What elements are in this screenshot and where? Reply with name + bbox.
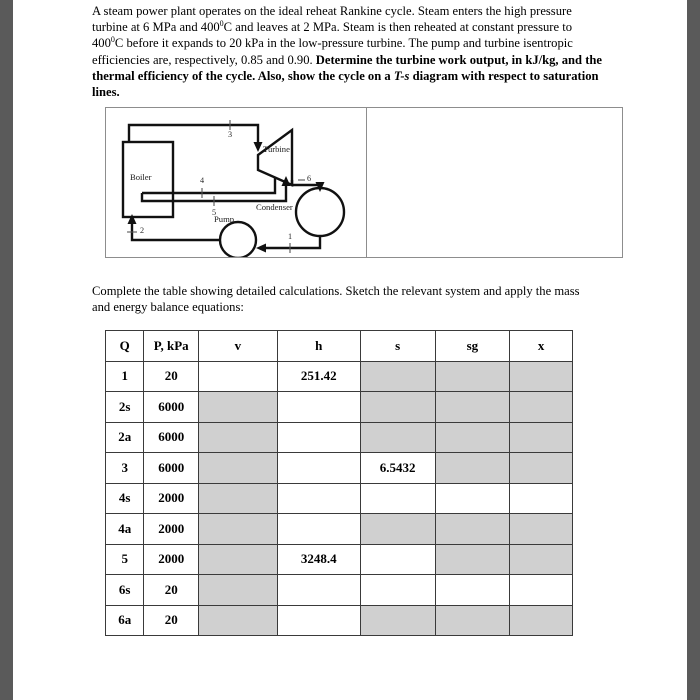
state-point-2-label: 2 [140,226,145,235]
cell-v-row-0[interactable] [198,361,277,392]
table-row [106,483,573,514]
properties-table [105,330,573,636]
cell-h-row-0[interactable]: 251.42 [277,361,360,392]
table-row [106,514,573,545]
problem-line-3b: C before it expands to 20 kPa in the low-pressure turbine. The pump and turbine isentropic [114,36,573,51]
document-page [13,0,687,700]
table-row [106,575,573,606]
cell-h-row-6[interactable]: 3248.4 [277,544,360,575]
cell-x-row-3 [510,453,573,484]
arrowhead-state-1 [256,244,266,253]
cell-v-row-2 [198,422,277,453]
table-row [106,544,573,575]
cell-v-row-1 [198,392,277,423]
cell-sg-row-6 [435,544,510,575]
column-header-p: P, kPa [144,331,199,362]
cell-h-row-5[interactable] [277,514,360,545]
ts-diagram-label: T-s [393,68,410,83]
cell-s-row-0 [360,361,435,392]
cell-sg-row-7[interactable] [435,575,510,606]
table-row [106,361,573,392]
column-header-x: x [510,331,573,362]
cell-p-row-3[interactable]: 6000 [144,453,199,484]
state-point-6-label: 6 [307,174,312,183]
cell-q-row-6[interactable]: 5 [106,544,144,575]
table-header-row [106,331,573,362]
cell-p-row-6[interactable]: 2000 [144,544,199,575]
cell-p-row-4[interactable]: 2000 [144,483,199,514]
cell-h-row-7[interactable] [277,575,360,606]
cell-q-row-8[interactable]: 6a [106,605,144,636]
turbine-label: Turbine [263,144,290,154]
cell-sg-row-2 [435,422,510,453]
cell-p-row-7[interactable]: 20 [144,575,199,606]
column-header-v: v [198,331,277,362]
cell-p-row-1[interactable]: 6000 [144,392,199,423]
cell-q-row-1[interactable]: 2s [106,392,144,423]
cell-sg-row-8 [435,605,510,636]
arrowhead-state-3 [254,142,263,152]
cell-q-row-2[interactable]: 2a [106,422,144,453]
table-row [106,422,573,453]
cell-q-row-4[interactable]: 4s [106,483,144,514]
column-header-sg: sg [435,331,510,362]
cell-v-row-5 [198,514,277,545]
line-state-2 [132,220,220,240]
problem-line-3a: 400 [92,36,111,51]
cell-p-row-0[interactable]: 20 [144,361,199,392]
cell-p-row-5[interactable]: 2000 [144,514,199,545]
cell-h-row-4[interactable] [277,483,360,514]
pump-label: Pump [214,214,235,224]
cell-x-row-2 [510,422,573,453]
cell-v-row-7 [198,575,277,606]
pump-shape [220,222,256,258]
cell-x-row-4[interactable] [510,483,573,514]
boiler-label: Boiler [130,172,152,182]
problem-line-1: A steam power plant operates on the ideal reheat Rankine cycle. Steam enters the high pressure [92,4,572,18]
line-state-6 [292,180,320,186]
cell-sg-row-1 [435,392,510,423]
state-point-4-label: 4 [200,176,205,185]
state-point-5-label: 5 [212,208,217,217]
cell-s-row-8 [360,605,435,636]
cell-q-row-7[interactable]: 6s [106,575,144,606]
right-edge-band [687,0,700,700]
cell-q-row-5[interactable]: 4a [106,514,144,545]
problem-line-5-bold-a: the thermal efficiency of the cycle. Also, show the cycle on a [92,52,602,83]
cell-s-row-5 [360,514,435,545]
cell-v-row-3 [198,453,277,484]
cell-p-row-8[interactable]: 20 [144,605,199,636]
cell-s-row-3[interactable]: 6.5432 [360,453,435,484]
left-edge-band [0,0,13,700]
cell-x-row-1 [510,392,573,423]
cell-sg-row-0 [435,361,510,392]
cell-x-row-8 [510,605,573,636]
cell-s-row-2 [360,422,435,453]
problem-line-6-bold: saturation lines. [92,68,599,100]
cell-s-row-4[interactable] [360,483,435,514]
degree-sup-2: 0 [110,35,115,45]
problem-line-4a: efficiencies are, respectively, 0.85 and 0.90. [92,52,316,67]
table-row [106,605,573,636]
cell-v-row-6 [198,544,277,575]
cell-p-row-2[interactable]: 6000 [144,422,199,453]
cell-s-row-7[interactable] [360,575,435,606]
cell-q-row-3[interactable]: 3 [106,453,144,484]
degree-sup-1: 0 [219,19,224,29]
instruction-text [92,283,600,315]
cell-x-row-7[interactable] [510,575,573,606]
instruction-line-2: and energy balance equations: [92,300,244,315]
turbine-shape [258,130,292,185]
cell-h-row-8[interactable] [277,605,360,636]
state-point-1-label: 1 [288,232,293,241]
table-row [106,392,573,423]
table-row [106,453,573,484]
rankine-cycle-diagram [105,107,623,258]
cell-x-row-6 [510,544,573,575]
cell-v-row-4 [198,483,277,514]
cell-sg-row-3 [435,453,510,484]
condenser-label: Condenser [256,202,293,212]
column-header-h: h [277,331,360,362]
problem-line-2a: turbine at 6 MPa and 400 [92,20,220,35]
diagram-vertical-divider [366,108,367,258]
arrowhead-state-2 [128,214,137,224]
table-body [106,361,573,636]
cell-s-row-6[interactable] [360,544,435,575]
state-point-3-label: 3 [228,130,233,139]
condenser-shape [296,188,344,236]
problem-statement [92,3,604,100]
cell-x-row-5 [510,514,573,545]
cell-v-row-8 [198,605,277,636]
line-state-4 [142,177,275,193]
cell-s-row-1 [360,392,435,423]
cell-x-row-0 [510,361,573,392]
problem-line-4-bold: Determine the turbine work output, in kJ/kg, and [315,52,583,67]
problem-line-2b: C and leaves at 2 MPa. Steam is then reheated at constant pressure to [223,20,572,35]
cell-q-row-0[interactable]: 1 [106,361,144,392]
cycle-schematic-svg [106,108,623,258]
problem-line-5-bold-b: diagram with respect to [409,68,541,83]
column-header-q: Q [106,331,144,362]
cell-sg-row-5 [435,514,510,545]
cell-h-row-3[interactable] [277,453,360,484]
cell-h-row-2[interactable] [277,422,360,453]
column-header-s: s [360,331,435,362]
cell-h-row-1[interactable] [277,392,360,423]
cell-sg-row-4[interactable] [435,483,510,514]
instruction-line-1: Complete the table showing detailed calculations. Sketch the relevant system and apply the mass [92,284,580,298]
